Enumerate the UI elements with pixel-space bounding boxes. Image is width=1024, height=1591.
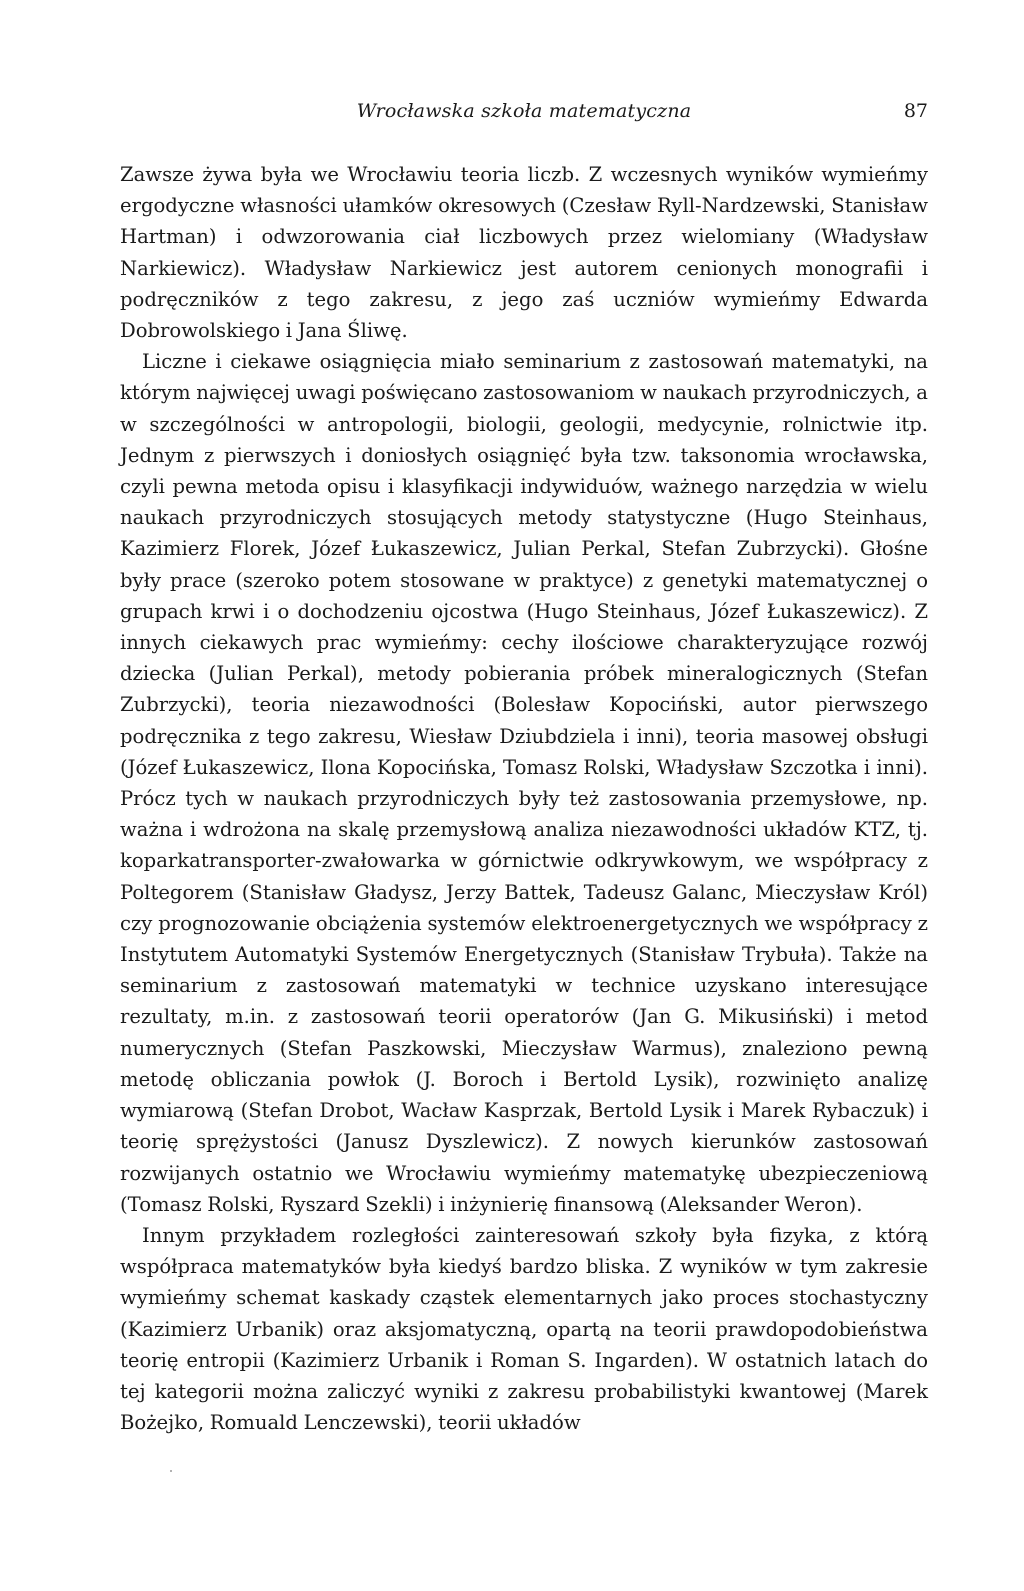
paragraph-applied-mathematics: Liczne i ciekawe osiągnięcia miało seminarium z zastosowań matematyki, na którym najwięcej uwagi poświęcano zastosowaniom w naukach przyrodniczych, a w szczególności w antropologii, biologii, geologii, medycynie, rolnictwie itp. Jednym z pierwszych i doniosłych osiągnięć była tzw. taksonomia wrocławska, czyli pewna metoda opisu i klasyfikacji indywiduów, ważnego narzędzia w wielu naukach przyrodniczych stosujących metody statystyczne (Hugo Steinhaus, Kazimierz Florek, Józef Łukaszewicz, Julian Perkal, Stefan Zubrzycki). Głośne były prace (szeroko potem stosowane w praktyce) z genetyki matematycznej o grupach krwi i o dochodzeniu ojcostwa (Hugo Steinhaus, Józef Łukaszewicz). Z innych ciekawych prac wymieńmy: cechy ilościowe charakteryzujące rozwój dziecka (Julian Perkal), metody pobierania próbek mineralogicznych (Stefan Zubrzycki), teoria niezawodności (Bolesław Kopociński, autor pierwszego podręcznika z tego zakresu, Wiesław Dziubdziela i inni), teoria masowej obsługi (Józef Łukaszewicz, Ilona Kopocińska, Tomasz Rolski, Władysław Szczotka i inni). Prócz tych w naukach przyrodniczych były też zastosowania przemysłowe, np. ważna i wdrożona na skalę przemysłową analiza niezawodności układów KTZ, tj. koparkatransporter-zwałowarka w górnictwie odkrywkowym, we współpracy z Poltegorem (Stanisław Gładysz, Jerzy Battek, Tadeusz Galanc, Mieczysław Król) czy prognozowanie obciążenia systemów elektroenergetycznych we współpracy z Instytutem Automatyki Systemów Energetycznych (Stanisław Trybuła). Także na seminarium z zastosowań matematyki w technice uzyskano interesujące rezultaty, m.in. z zastosowań teorii operatorów (Jan G. Mikusiński) i metod numerycznych (Stefan Paszkowski, Mieczysław Warmus), znaleziono pewną metodę obliczania powłok (J. Boroch i Bertold Lysik), rozwinięto analizę wymiarową (Stefan Drobot, Wacław Kasprzak, Bertold Lysik i Marek Rybaczuk) i teorię sprężystości (Janusz Dyszlewicz). Z nowych kierunków zastosowań rozwijanych ostatnio we Wrocławiu wymieńmy matematykę ubezpieczeniową (Tomasz Rolski, Ryszard Szekli) i inżynierię finansową (Aleksander Weron). bbox=[120, 350, 928, 1216]
paragraph-number-theory: Zawsze żywa była we Wrocławiu teoria liczb. Z wczesnych wyników wymieńmy ergodyczne własności ułamków okresowych (Czesław Ryll-Nardzewski, Stanisław Hartman) i odwzorowania ciał liczbowych przez wielomiany (Władysław Narkiewicz). Władysław Narkiewicz jest autorem cenionych monografii i podręczników z tego zakresu, z jego zaś uczniów wymieńmy Edwarda Dobrowolskiego i Jana Śliwę. bbox=[120, 163, 928, 343]
running-header bbox=[120, 100, 928, 134]
book-page bbox=[120, 100, 928, 1438]
page-number: 87 bbox=[903, 100, 928, 122]
running-title: Wrocławska szkoła matematyczna bbox=[356, 100, 692, 122]
body-text bbox=[120, 159, 928, 1438]
paragraph-physics: Innym przykładem rozległości zainteresowań szkoły była fizyka, z którą współpraca matematyków była kiedyś bardzo bliska. Z wyników w tym zakresie wymieńmy schemat kaskady cząstek elementarnych jako proces stochastyczny (Kazimierz Urbanik) oraz aksjomatyczną, opartą na teorii prawdopodobieństwa teorię entropii (Kazimierz Urbanik i Roman S. Ingarden). W ostatnich latach do tej kategorii można zaliczyć wyniki z zakresu probabilistyki kwantowej (Marek Bożejko, Romuald Lenczewski), teorii układów bbox=[120, 1223, 928, 1435]
scan-speck bbox=[170, 1470, 172, 1472]
